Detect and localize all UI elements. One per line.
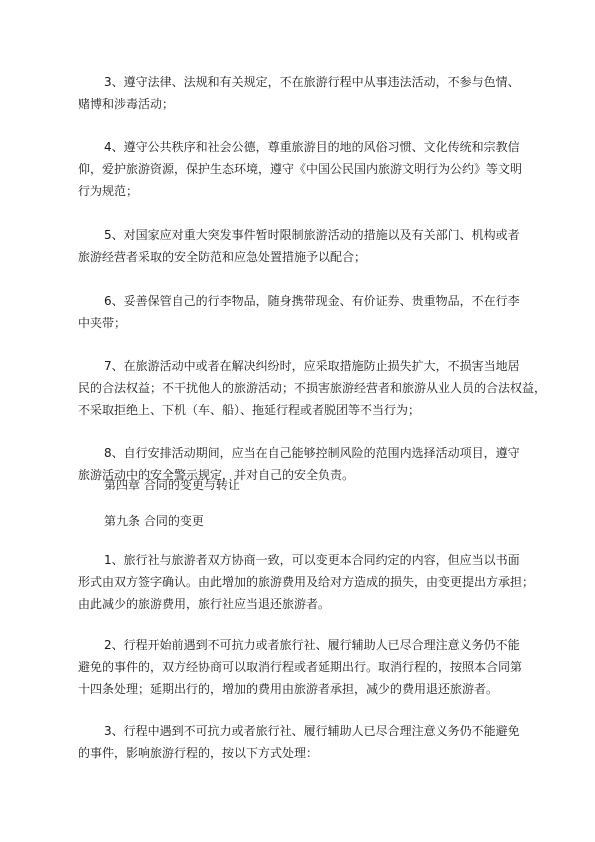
paragraph-line: 8、自行安排活动期间，应当在自己能够控制风险的范围内选择活动项目，遵守 (104, 446, 520, 460)
paragraph-line: 旅游活动中的安全警示规定，并对自己的安全负责。 (78, 468, 355, 482)
paragraph-line: 避免的事件的，双方经协商可以取消行程或者延期出行。取消行程的，按照本合同第 (78, 660, 523, 674)
paragraph-6 (78, 290, 518, 334)
paragraph-line: 的事件，影响旅游行程的，按以下方式处理： (78, 746, 319, 760)
clause-1 (78, 549, 535, 615)
paragraph-line: 不采取拒绝上、下机（车、船）、拖延行程或者脱团等不当行为； (78, 403, 421, 417)
article-title: 第九条 合同的变更 (104, 514, 204, 528)
paragraph-line: 十四条处理；延期出行的，增加的费用由旅游者承担，减少的费用退还旅游者。 (78, 682, 499, 696)
paragraph-4 (78, 136, 523, 202)
paragraph-line: 行为规范； (78, 184, 139, 198)
paragraph-line: 旅游经营者采取的安全防范和应急处置措施予以配合； (78, 250, 367, 264)
article-heading (78, 510, 518, 532)
paragraph-line: 中夹带； (78, 316, 127, 330)
paragraph-line: 由此减少的旅游费用，旅行社应当退还旅游者。 (78, 597, 331, 611)
chapter-title: 第四章 合同的变更与转让 (104, 478, 240, 492)
paragraph-7 (78, 355, 547, 421)
paragraph-line: 4、遵守公共秩序和社会公德，尊重旅游目的地的风俗习惯、文化传统和宗教信 (104, 140, 520, 154)
paragraph-line: 1、旅行社与旅游者双方协商一致，可以变更本合同约定的内容，但应当以书面 (104, 553, 520, 567)
clause-3 (78, 720, 518, 764)
paragraph-line: 6、妥善保管自己的行李物品，随身携带现金、有价证券、贵重物品，不在行李 (104, 294, 520, 308)
chapter-heading (78, 474, 518, 496)
paragraph-line: 2、行程开始前遇到不可抗力或者旅行社、履行辅助人已尽合理注意义务仍不能 (104, 638, 520, 652)
paragraph-line: 3、行程中遇到不可抗力或者旅行社、履行辅助人已尽合理注意义务仍不能避免 (104, 724, 520, 738)
paragraph-3 (78, 71, 518, 115)
paragraph-line: 3、遵守法律、法规和有关规定，不在旅游行程中从事违法活动，不参与色情、 (104, 75, 520, 89)
paragraph-line: 民的合法权益；不干扰他人的旅游活动；不损害旅游经营者和旅游从业人员的合法权益， (78, 381, 547, 395)
clause-2 (78, 634, 523, 700)
paragraph-line: 7、在旅游活动中或者在解决纠纷时，应采取措施防止损失扩大，不损害当地居 (104, 359, 520, 373)
paragraph-line: 形式由双方签字确认。由此增加的旅游费用及给对方造成的损失，由变更提出方承担； (78, 575, 535, 589)
paragraph-line: 赌博和涉毒活动； (78, 97, 175, 111)
paragraph-line: 仰，爱护旅游资源，保护生态环境，遵守《中国公民国内旅游文明行为公约》等文明 (78, 162, 523, 176)
paragraph-5 (78, 224, 518, 268)
paragraph-line: 5、对国家应对重大突发事件暂时限制旅游活动的措施以及有关部门、机构或者 (104, 228, 520, 242)
